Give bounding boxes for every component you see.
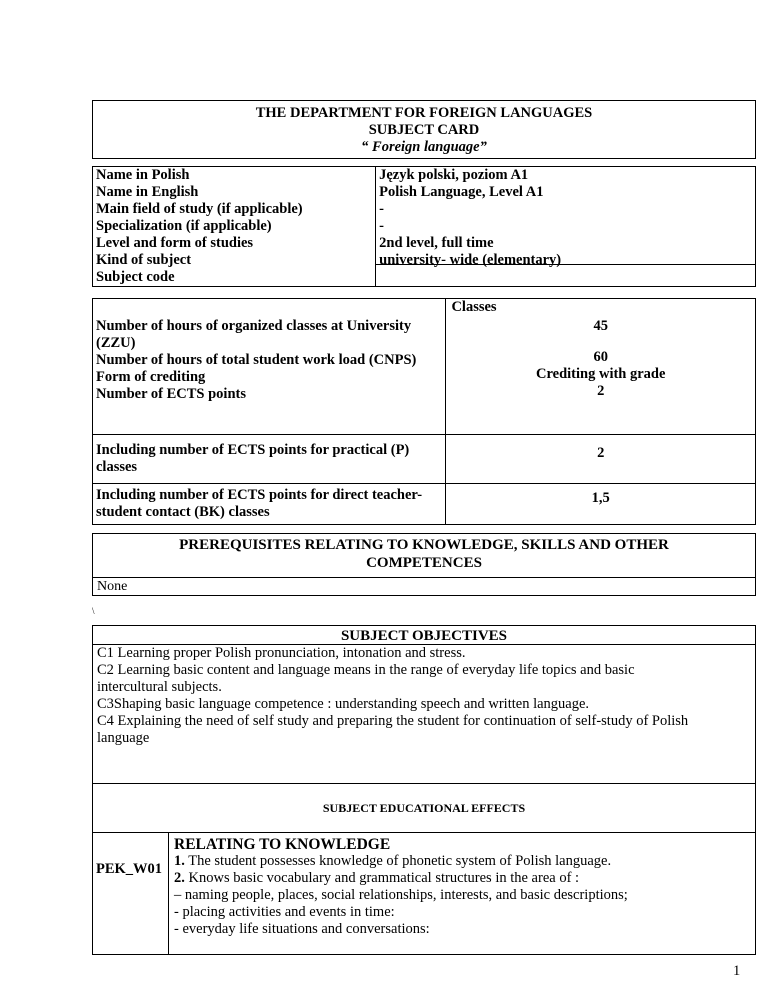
hours-value: 2 (597, 383, 605, 399)
practical-ects-label: Including number of ECTS points for practical (P) classes (93, 435, 446, 484)
info-label: Subject code (96, 269, 175, 285)
document-header (92, 100, 756, 159)
info-label: Name in Polish (96, 167, 190, 183)
pek-item-1-text: The student possesses knowledge of phonetic system of Polish language. (184, 853, 612, 869)
department-title: THE DEPARTMENT FOR FOREIGN LANGUAGES (255, 105, 593, 121)
prerequisites-title: PREREQUISITES RELATING TO KNOWLEDGE, SKILLS AND OTHER COMPETENCES (179, 537, 669, 571)
objective-item: C3Shaping basic language competence : understanding speech and written language. (97, 696, 590, 712)
subject-info-table (92, 166, 756, 287)
info-value: - (379, 218, 384, 234)
pek-bullet: – naming people, places, social relationships, interests, and basic descriptions; (174, 887, 628, 903)
info-value: Polish Language, Level A1 (379, 184, 544, 200)
pek-code: PEK_W01 (93, 833, 169, 954)
subject-card-title: SUBJECT CARD (368, 122, 480, 138)
classes-column-header: Classes (451, 299, 497, 315)
pek-content (174, 833, 751, 938)
info-label: Name in English (96, 184, 199, 200)
hours-label: Number of hours of organized classes at University (ZZU) (96, 318, 412, 351)
info-label: Main field of study (if applicable) (96, 201, 303, 217)
pek-bullet: - placing activities and events in time: (174, 904, 395, 920)
hours-value: 60 (593, 349, 608, 365)
pek-bullet: - everyday life situations and conversations: (174, 921, 430, 937)
objective-item: C1 Learning proper Polish pronunciation, intonation and stress. (97, 645, 466, 661)
hours-label: Form of crediting (96, 369, 206, 385)
hours-table (92, 298, 756, 525)
info-label: Level and form of studies (96, 235, 254, 251)
objectives-list (93, 645, 755, 747)
hours-values-cell (446, 299, 756, 435)
info-value: - (379, 201, 384, 217)
hours-labels-cell (93, 299, 446, 435)
objective-item: C2 Learning basic content and language means in the range of everyday life topics and basic intercultural subjects. (97, 662, 635, 695)
page-number: 1 (733, 963, 741, 979)
stray-mark: \ (92, 606, 95, 616)
hours-value: Crediting with grade (536, 366, 666, 382)
pek-item-2 (174, 870, 751, 887)
info-values-cell (376, 167, 756, 287)
objective-item: C4 Explaining the need of self study and preparing the student for continuation of self-study of Polish language (97, 713, 689, 746)
pek-item-2-number: 2. (174, 870, 185, 886)
contact-ects-label: Including number of ECTS points for direct teacher-student contact (BK) classes (93, 484, 446, 525)
hours-label: Number of hours of total student work load (CNPS) (96, 352, 417, 368)
hours-value: 45 (593, 318, 608, 334)
info-value: 2nd level, full time (379, 235, 494, 251)
objectives-title: SUBJECT OBJECTIVES (93, 626, 755, 645)
info-value: university- wide (elementary) (379, 252, 562, 268)
objectives-section (92, 625, 756, 784)
pek-heading: RELATING TO KNOWLEDGE (174, 836, 391, 853)
pek-section (92, 833, 756, 955)
info-label: Specialization (if applicable) (96, 218, 272, 234)
contact-ects-value: 1,5 (446, 484, 756, 525)
course-name: “ Foreign language” (361, 139, 487, 155)
pek-item-2-text: Knows basic vocabulary and grammatical structures in the area of : (184, 870, 580, 886)
pek-item-1-number: 1. (174, 853, 185, 869)
pek-item-1 (174, 853, 751, 870)
practical-ects-value: 2 (446, 435, 756, 484)
info-labels-cell (93, 167, 376, 287)
info-label: Kind of subject (96, 252, 192, 268)
educational-effects-title: SUBJECT EDUCATIONAL EFFECTS (92, 784, 756, 833)
info-value: Język polski, poziom A1 (379, 167, 529, 183)
prerequisites-value: None (93, 577, 755, 598)
prerequisites-section (92, 533, 756, 596)
hours-label: Number of ECTS points (96, 386, 246, 402)
